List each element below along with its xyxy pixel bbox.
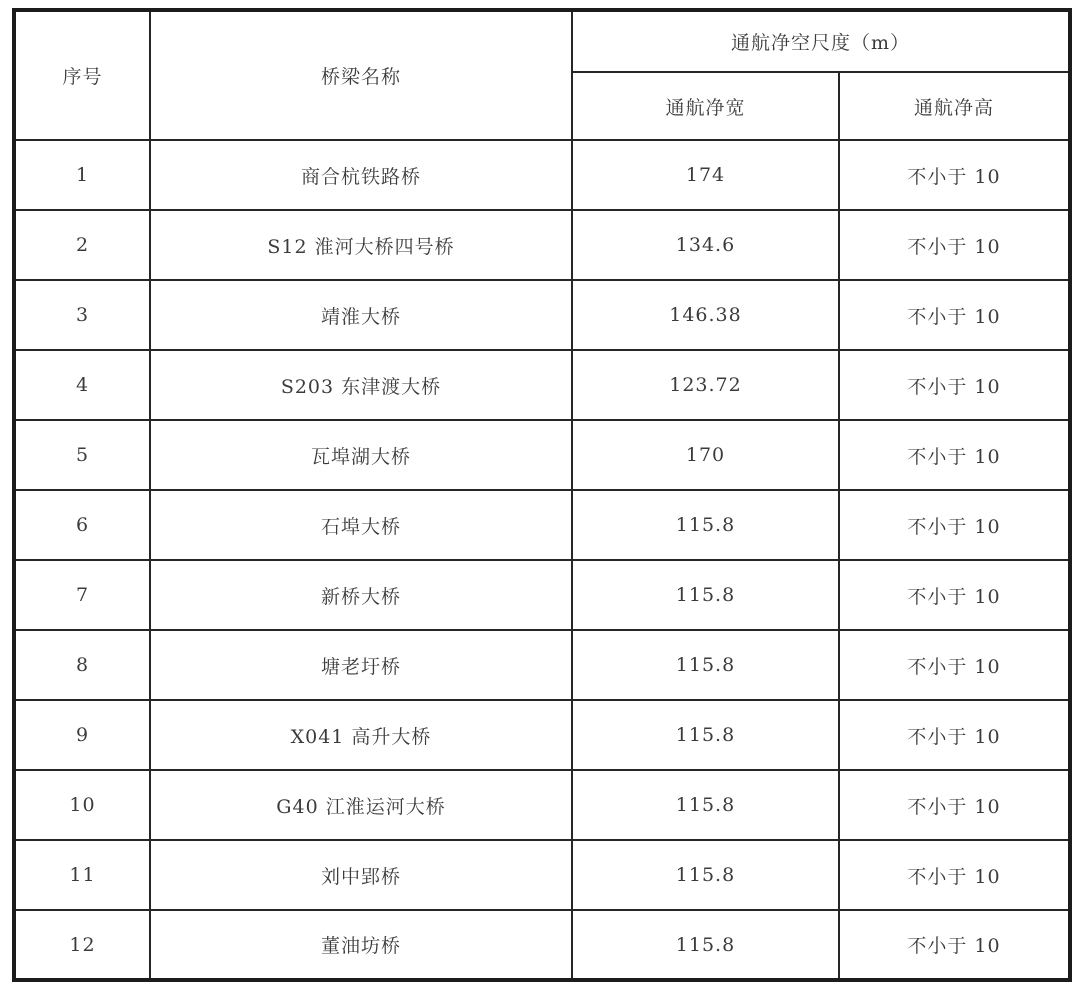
cell-clear-height: 不小于 10	[839, 210, 1070, 280]
cell-bridge-name: S12 淮河大桥四号桥	[150, 210, 572, 280]
cell-clear-width: 134.6	[572, 210, 839, 280]
cell-bridge-name: 新桥大桥	[150, 560, 572, 630]
cell-bridge-name: X041 高升大桥	[150, 700, 572, 770]
cell-bridge-name: 刘中郢桥	[150, 840, 572, 910]
cell-clear-width: 146.38	[572, 280, 839, 350]
table-row	[14, 210, 1070, 280]
cell-clear-height: 不小于 10	[839, 840, 1070, 910]
table-row	[14, 840, 1070, 910]
cell-serial: 7	[14, 560, 150, 630]
header-serial: 序号	[14, 10, 150, 140]
cell-clear-height: 不小于 10	[839, 910, 1070, 980]
cell-bridge-name: S203 东津渡大桥	[150, 350, 572, 420]
cell-bridge-name: 董油坊桥	[150, 910, 572, 980]
cell-bridge-name: 塘老圩桥	[150, 630, 572, 700]
table-row	[14, 420, 1070, 490]
cell-clear-height: 不小于 10	[839, 140, 1070, 210]
cell-clear-width: 123.72	[572, 350, 839, 420]
cell-clear-height: 不小于 10	[839, 560, 1070, 630]
cell-bridge-name: 瓦埠湖大桥	[150, 420, 572, 490]
cell-serial: 12	[14, 910, 150, 980]
cell-clear-width: 115.8	[572, 700, 839, 770]
cell-bridge-name: 石埠大桥	[150, 490, 572, 560]
cell-clear-width: 115.8	[572, 630, 839, 700]
cell-clear-height: 不小于 10	[839, 630, 1070, 700]
cell-serial: 4	[14, 350, 150, 420]
header-clear-height: 通航净高	[839, 72, 1070, 140]
table-row	[14, 490, 1070, 560]
cell-clear-height: 不小于 10	[839, 420, 1070, 490]
cell-clear-width: 115.8	[572, 840, 839, 910]
table-row	[14, 350, 1070, 420]
cell-bridge-name: 商合杭铁路桥	[150, 140, 572, 210]
cell-serial: 6	[14, 490, 150, 560]
cell-clear-width: 115.8	[572, 770, 839, 840]
cell-serial: 9	[14, 700, 150, 770]
header-clearance-group: 通航净空尺度（m）	[572, 10, 1070, 72]
table-row	[14, 770, 1070, 840]
header-clear-width: 通航净宽	[572, 72, 839, 140]
cell-clear-height: 不小于 10	[839, 770, 1070, 840]
cell-clear-width: 174	[572, 140, 839, 210]
cell-clear-width: 115.8	[572, 490, 839, 560]
table-row	[14, 280, 1070, 350]
table-row	[14, 560, 1070, 630]
cell-serial: 1	[14, 140, 150, 210]
cell-clear-height: 不小于 10	[839, 280, 1070, 350]
cell-bridge-name: 靖淮大桥	[150, 280, 572, 350]
cell-clear-width: 115.8	[572, 910, 839, 980]
cell-serial: 3	[14, 280, 150, 350]
cell-clear-height: 不小于 10	[839, 350, 1070, 420]
table-row	[14, 630, 1070, 700]
cell-clear-height: 不小于 10	[839, 700, 1070, 770]
cell-bridge-name: G40 江淮运河大桥	[150, 770, 572, 840]
table-row	[14, 910, 1070, 980]
header-bridge-name: 桥梁名称	[150, 10, 572, 140]
table-row	[14, 700, 1070, 770]
cell-serial: 5	[14, 420, 150, 490]
header-row-top	[14, 10, 1070, 72]
cell-clear-width: 115.8	[572, 560, 839, 630]
bridge-clearance-table	[12, 8, 1072, 982]
cell-clear-height: 不小于 10	[839, 490, 1070, 560]
cell-clear-width: 170	[572, 420, 839, 490]
cell-serial: 11	[14, 840, 150, 910]
cell-serial: 8	[14, 630, 150, 700]
cell-serial: 2	[14, 210, 150, 280]
table-row	[14, 140, 1070, 210]
cell-serial: 10	[14, 770, 150, 840]
